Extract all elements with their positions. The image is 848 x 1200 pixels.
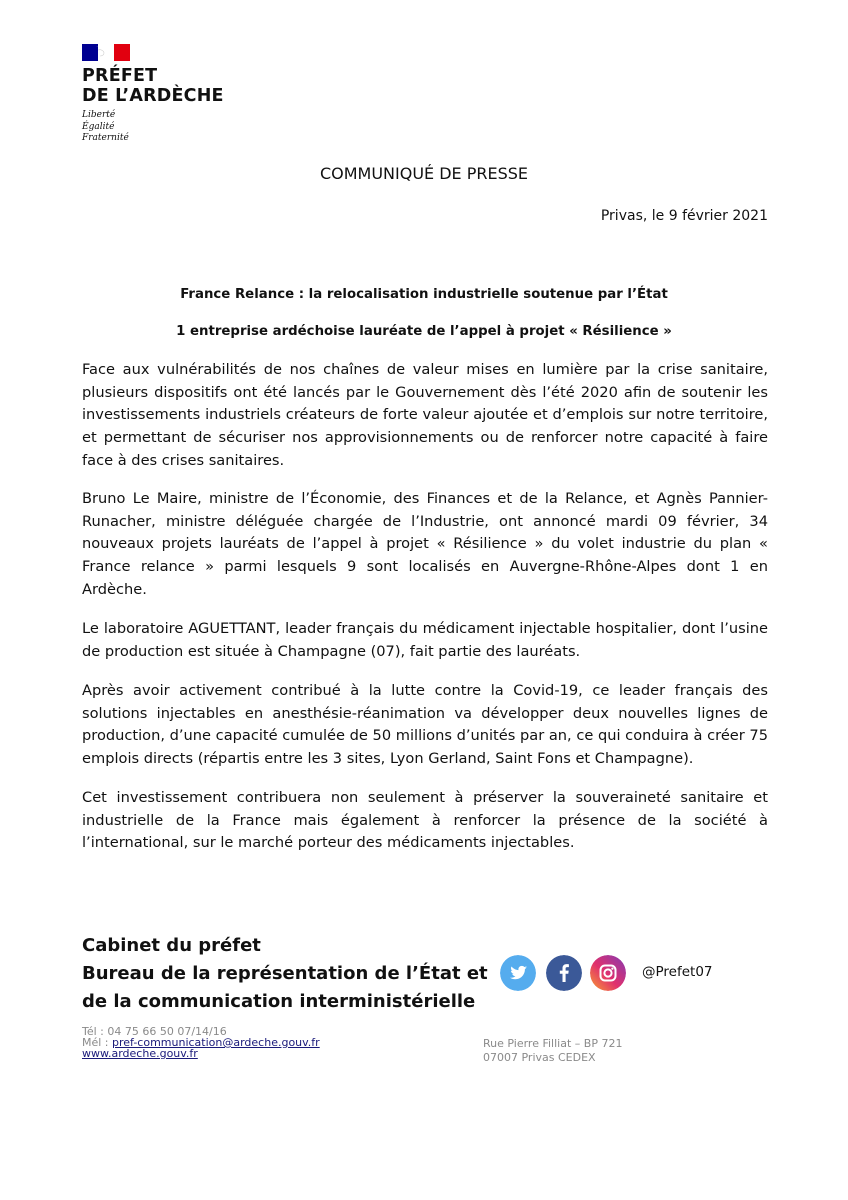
document-heading: COMMUNIQUÉ DE PRESSE [319,164,529,183]
email-link[interactable]: pref-communication@ardeche.gouv.fr [112,1036,320,1049]
marianne-flag-logo [82,44,130,61]
body-paragraph-1: Face aux vulnérabilités de nos chaînes de valeur mises en lumière par la crise sanitaire, plusieurs dispositifs ont été lancés par le Gouvernement dès l’été 2020 afin de soutenir les investissements industriels créateurs de forte valeur ajoutée et d’emplois sur notre territoire, et permettant de sécuriser nos approvisionnements ou de renforcer notre capacité à faire face à des crises sanitaires. [82,361,768,469]
facebook-icon[interactable] [546,955,582,991]
social-handle[interactable]: @Prefet07 [642,964,713,980]
cabinet-line-1: Cabinet du préfet [82,935,261,956]
flag-blue-band [82,44,98,61]
cabinet-line-3: de la communication interministérielle [82,991,476,1012]
phone-number: Tél : 04 75 66 50 07/14/16 [82,1025,227,1038]
website-link[interactable]: www.ardeche.gouv.fr [82,1047,198,1060]
address-line-1: Rue Pierre Filliat – BP 721 [483,1037,623,1050]
motto-fraternite: Fraternité [82,133,129,143]
motto-liberte: Liberté [82,110,116,120]
cabinet-line-2: Bureau de la représentation de l’État et [82,963,488,984]
body-paragraph-2: Bruno Le Maire, ministre de l’Économie, des Finances et de la Relance, et Agnès Pannier-Runacher, ministre déléguée chargée de l’Industrie, ont annoncé mardi 09 février, 34 nouveaux projets lauréats de l’appel à projet « Résilience » du volet industrie du plan « France relance » parmi lesquels 9 sont localisés en Auvergne-Rhône-Alpes dont 1 en Ardèche. [82,490,768,598]
body-paragraph-4: Après avoir activement contribué à la lutte contre la Covid-19, ce leader français des solutions injectables en anesthésie-réanimation va développer deux nouvelles lignes de production, d’une capacité cumulée de 50 millions d’unités par an, ce qui conduira à créer 75 emplois directs (répartis entre les 3 sites, Lyon Gerland, Saint Fons et Champagne). [82,682,768,768]
email-label: Mél : [82,1036,113,1049]
motto-egalite: Égalité [82,121,115,132]
postal-address [483,1037,683,1064]
press-release-subtitle: 1 entreprise ardéchoise lauréate de l’appel à projet « Résilience » [176,324,672,339]
twitter-icon[interactable] [500,955,536,991]
republic-motto [82,110,202,145]
body-paragraph-5: Cet investissement contribuera non seulement à préserver la souveraineté sanitaire et industrielle de la France mais également à renforcer la présence de la société à l’international, sur le marché porteur des médicaments injectables. [82,789,768,852]
press-release-title: France Relance : la relocalisation industrielle soutenue par l’État [180,287,668,302]
place-date: Privas, le 9 février 2021 [600,208,768,224]
address-line-2: 07007 Privas CEDEX [483,1050,596,1064]
prefecture-line-2: DE L’ARDÈCHE [82,86,224,106]
instagram-icon[interactable] [590,955,626,991]
prefecture-name [82,66,282,106]
body-paragraph-3: Le laboratoire AGUETTANT, leader français du médicament injectable hospitalier, dont l’usine de production est située à Champagne (07), fait partie des lauréats. [82,620,768,660]
flag-red-band [114,44,130,61]
cabinet-block [82,932,502,1016]
contact-block [82,1026,422,1059]
prefecture-line-1: PRÉFET [82,66,158,86]
